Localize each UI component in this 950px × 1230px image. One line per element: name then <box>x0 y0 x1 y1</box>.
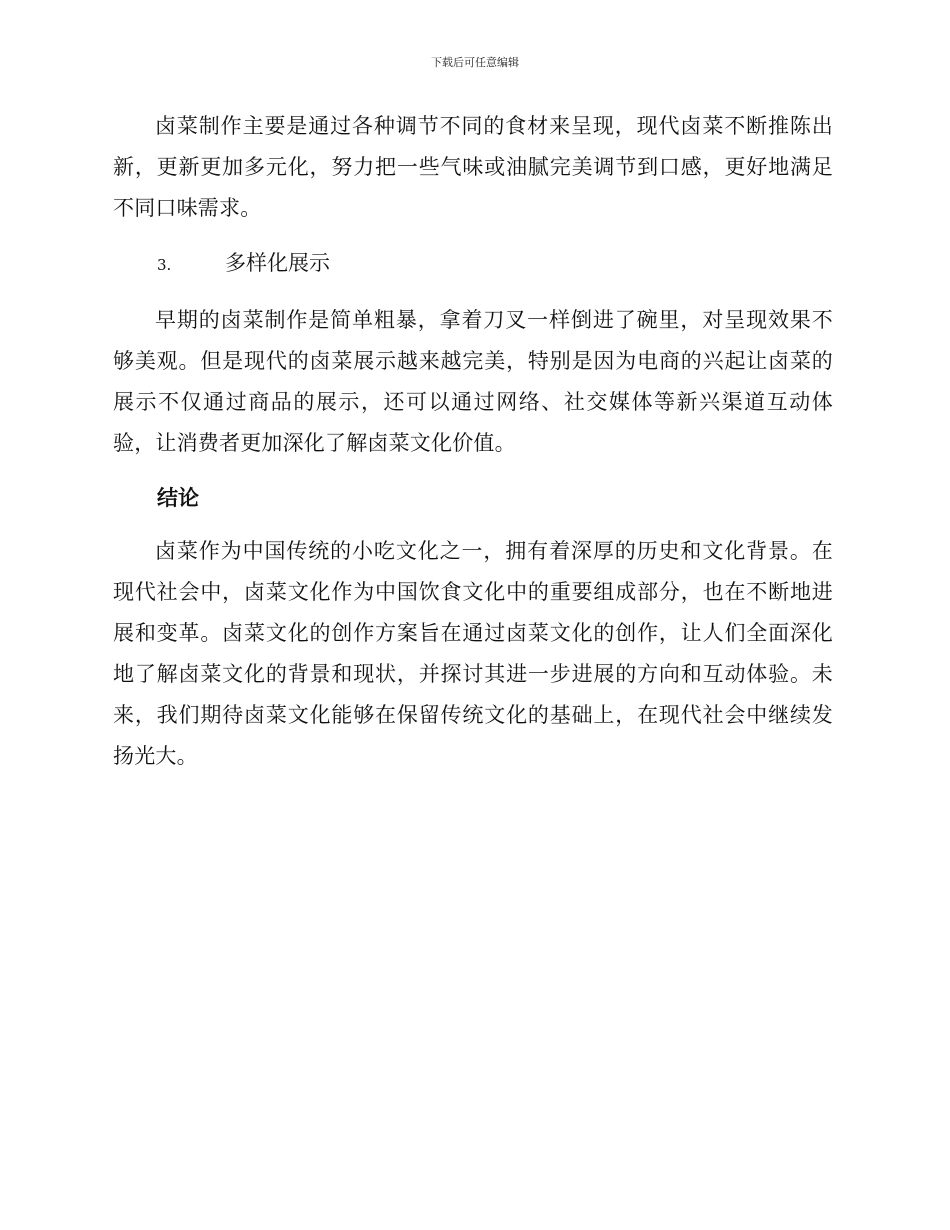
list-item-number: 3. <box>157 256 172 274</box>
document-body <box>113 106 833 791</box>
page-header: 下载后可任意编辑 <box>431 56 519 69</box>
paragraph-conclusion: 卤菜作为中国传统的小吃文化之一，拥有着深厚的历史和文化背景。在现代社会中，卤菜文化作为中国饮食文化中的重要组成部分，也在不断地进展和变革。卤菜文化的创作方案旨在通过卤菜文化的创作，让人们全面深化地了解卤菜文化的背景和现状，并探讨其进一步进展的方向和互动体验。未来，我们期待卤菜文化能够在保留传统文化的基础上，在现代社会中继续发扬光大。 <box>113 539 833 768</box>
paragraph-display: 早期的卤菜制作是简单粗暴，拿着刀叉一样倒进了碗里，对呈现效果不够美观。但是现代的卤菜展示越来越完美，特别是因为电商的兴起让卤菜的展示不仅通过商品的展示，还可以通过网络、社交媒体等新兴渠道互动体验，让消费者更加深化了解卤菜文化价值。 <box>113 308 833 455</box>
list-item-title: 多样化展示 <box>225 251 330 275</box>
paragraph-flavor: 卤菜制作主要是通过各种调节不同的食材来呈现，现代卤菜不断推陈出新，更新更加多元化，努力把一些气味或油腻完美调节到口感，更好地满足不同口味需求。 <box>113 114 833 220</box>
conclusion-heading: 结论 <box>157 486 199 510</box>
list-item-diverse-display <box>113 243 833 286</box>
